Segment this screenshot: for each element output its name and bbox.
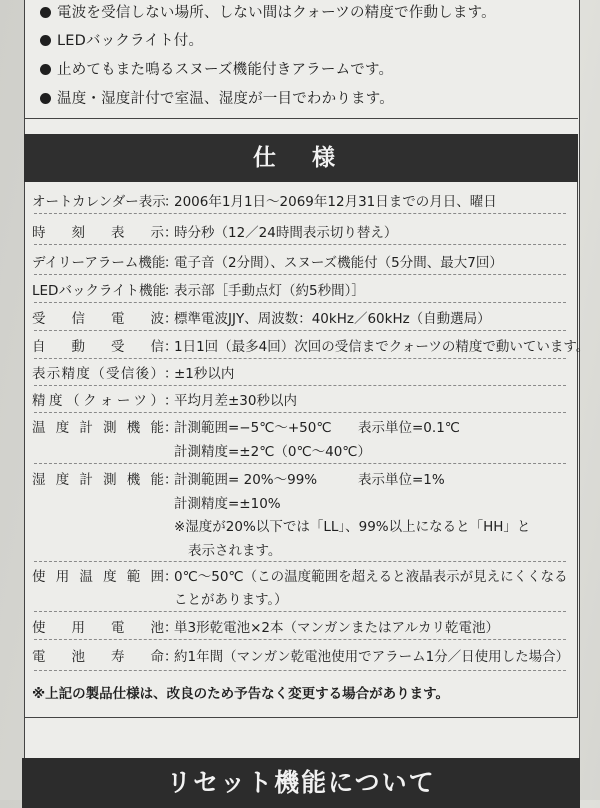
- spec-value: 標準電波JJY、周波数：40kHz／60kHz（自動選局）: [174, 311, 491, 327]
- spec-value-line: ことがあります。）: [174, 592, 288, 608]
- feature-list: [24, 0, 578, 119]
- spec-value: 計測範囲=−5℃〜+50℃: [174, 420, 332, 436]
- spec-row-time: 時刻表示：時分秒（12／24時間表示切り替え）: [32, 221, 397, 241]
- list-item: 止めてもまた鳴るスヌーズ機能付きアラームです。: [40, 58, 393, 79]
- spec-value: 単3形乾電池×2本（マンガンまたはアルカリ乾電池）: [174, 620, 499, 636]
- spec-row-radio: 受信電波：標準電波JJY、周波数：40kHz／60kHz（自動選局）: [32, 307, 491, 327]
- divider: [34, 330, 566, 331]
- spec-label: デイリーアラーム機能: [32, 255, 166, 271]
- divider: [34, 611, 566, 612]
- spec-label: オートカレンダー表示: [32, 194, 166, 210]
- divider: [34, 244, 566, 245]
- spec-value-line: 計測精度=±2℃（0℃〜40℃）: [174, 444, 371, 460]
- divider: [34, 302, 566, 303]
- spec-label: 温度計測機能: [32, 420, 164, 436]
- spec-row-alarm: デイリーアラーム機能：電子音（2分間）、スヌーズ機能付（5分間、最大7回）: [32, 251, 503, 271]
- spec-label: 精度（クォーツ）: [32, 393, 164, 409]
- spec-value: 計測範囲= 20%〜99%: [174, 472, 318, 488]
- spec-value-line: ※湿度が20%以下では「LL」、99%以上になると「HH」と: [174, 519, 531, 535]
- spec-row-battery: 使用電池：単3形乾電池×2本（マンガンまたはアルカリ乾電池）: [32, 616, 499, 636]
- bullet-dot-icon: [40, 35, 51, 46]
- spec-row-humidity: 湿度計測機能：計測範囲= 20%〜99%: [32, 468, 317, 488]
- spec-label: 自動受信: [32, 339, 164, 355]
- spec-label: 受信電波: [32, 311, 164, 327]
- divider: [34, 639, 566, 640]
- spec-label: 電池寿命: [32, 649, 164, 665]
- spec-value: 1日1回（最多4回）次回の受信までクォーツの精度で動いています。: [174, 339, 590, 355]
- spec-row-quartz-accuracy: 精度（クォーツ）：平均月差±30秒以内: [32, 389, 297, 409]
- spec-row-operating-temp: 使用温度範囲：0℃〜50℃（この温度範囲を超えると液晶表示が見えにくくなる: [32, 565, 568, 585]
- divider: [34, 274, 566, 275]
- spec-value: 時分秒（12／24時間表示切り替え）: [174, 225, 398, 241]
- divider: [34, 385, 566, 386]
- spec-row-temperature: 温度計測機能：計測範囲=−5℃〜+50℃: [32, 416, 332, 436]
- spec-value-line: 計測精度=±10%: [174, 496, 281, 512]
- list-item: LEDバックライト付。: [40, 29, 203, 50]
- reset-section-title: リセット機能について: [22, 758, 580, 808]
- divider: [34, 561, 566, 562]
- spec-label: LEDバックライト機能: [32, 283, 167, 299]
- spec-value: 電子音（2分間）、スヌーズ機能付（5分間、最大7回）: [174, 255, 503, 271]
- spec-value: 0℃〜50℃（この温度範囲を超えると液晶表示が見えにくくなる: [174, 569, 568, 585]
- spec-row-backlight: LEDバックライト機能：表示部［手動点灯（約5秒間）］: [32, 279, 365, 299]
- list-item: 電波を受信しない場所、しない間はクォーツの精度で作動します。: [40, 1, 496, 22]
- spec-value-extra: 表示単位=0.1℃: [358, 420, 460, 436]
- spec-row-display-accuracy: 表示精度（受信後）：±1秒以内: [32, 362, 234, 382]
- bullet-dot-icon: [40, 7, 51, 18]
- list-item: 温度・湿度計付で室温、湿度が一目でわかります。: [40, 87, 394, 108]
- spec-value: 表示部［手動点灯（約5秒間）］: [174, 283, 365, 299]
- spec-value-line: 表示されます。: [188, 543, 282, 559]
- spec-row-battery-life: 電池寿命：約1年間（マンガン乾電池使用でアラーム1分／日使用した場合）: [32, 645, 569, 665]
- spec-value-extra: 表示単位=1%: [358, 472, 445, 488]
- spec-row-calendar: オートカレンダー表示：2006年1月1日〜2069年12月31日までの月日、曜日: [32, 190, 497, 210]
- divider: [34, 463, 566, 464]
- spec-note: ※上記の製品仕様は、改良のため予告なく変更する場合があります。: [32, 686, 450, 702]
- spec-label: 時刻表示: [32, 225, 164, 241]
- bullet-dot-icon: [40, 93, 51, 104]
- spec-value: 2006年1月1日〜2069年12月31日までの月日、曜日: [174, 194, 497, 210]
- spec-label: 湿度計測機能: [32, 472, 164, 488]
- spec-label: 使用温度範囲: [32, 569, 164, 585]
- spec-value: ±1秒以内: [174, 366, 235, 382]
- divider: [34, 670, 566, 671]
- bullet-dot-icon: [40, 64, 51, 75]
- spec-title: 仕 様: [24, 134, 578, 182]
- spec-value: 約1年間（マンガン乾電池使用でアラーム1分／日使用した場合）: [174, 649, 570, 665]
- divider: [34, 213, 566, 214]
- spec-row-auto-receive: 自動受信：1日1回（最多4回）次回の受信までクォーツの精度で動いています。: [32, 335, 589, 355]
- divider: [34, 358, 566, 359]
- spec-label: 表示精度（受信後）: [32, 366, 164, 382]
- divider: [34, 412, 566, 413]
- spec-label: 使用電池: [32, 620, 164, 636]
- spec-value: 平均月差±30秒以内: [174, 393, 297, 409]
